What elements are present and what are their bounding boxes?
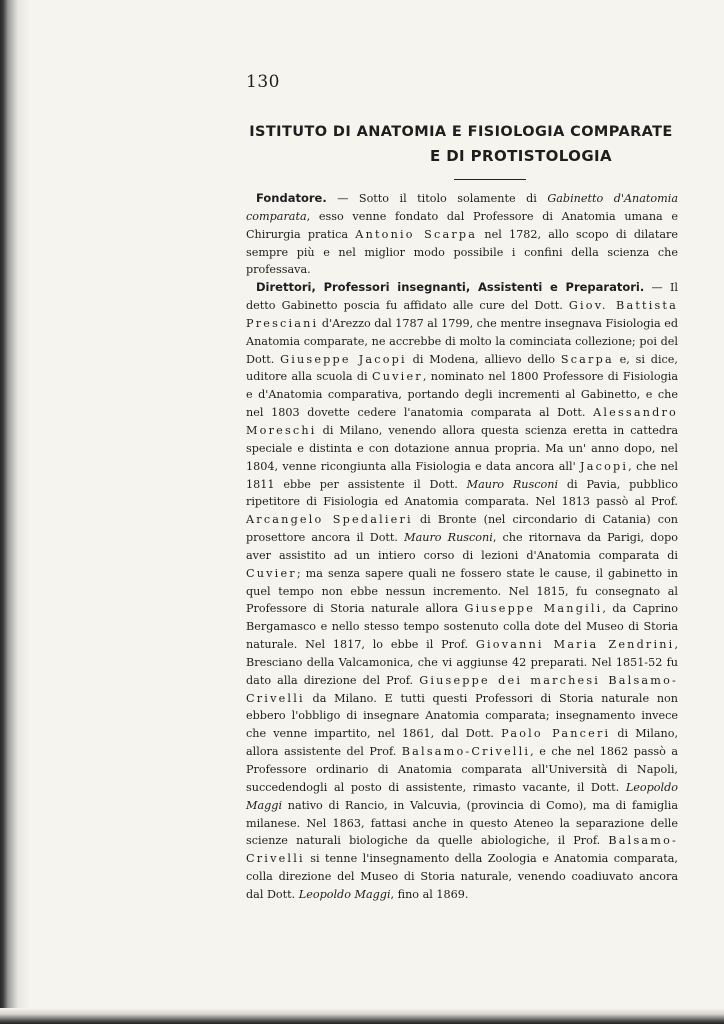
- text-run: si tenne l'insegnamento della Zoologia e Anatomia comparata, colla direzione del Museo di Storia naturale, venendo coadiuvato ancora dal Dott.: [246, 852, 678, 901]
- person-name: Giuseppe Jacopi: [280, 352, 407, 366]
- person-name: Balsamo-Crivelli: [246, 834, 678, 866]
- title-divider: [454, 179, 526, 180]
- italic-text: Mauro Rusconi: [404, 531, 493, 545]
- text-run: di Bronte (nel circondario di Catania) con prosettore ancora il Dott.: [246, 513, 679, 545]
- page-title: [246, 120, 676, 168]
- text-run: e, si dice, uditore alla scuola di: [246, 352, 678, 384]
- page-bottom-edge: [0, 1008, 724, 1024]
- section-heading: Direttori, Professori insegnanti, Assistenti e Preparatori.: [256, 280, 645, 295]
- person-name: Giuseppe Mangili: [464, 602, 603, 616]
- text-run: di Pavia, pubblico ripetitore di Fisiologia ed Anatomia comparata. Nel 1813 passò al Prof.: [246, 477, 678, 509]
- book-binding-edge: [0, 0, 30, 1024]
- title-line-2: E DI PROTISTOLOGIA: [429, 147, 613, 165]
- person-name: Alessandro Moreschi: [246, 406, 678, 437]
- text-run: , e che nel 1862 passò a Professore ordinario di Anatomia comparata all'Università di Napoli, succedendogli al posto di assistente, rimasto vacante, il Dott.: [246, 745, 679, 794]
- section-paragraph: [246, 279, 678, 904]
- person-name: Giov. Battista Presciani: [246, 299, 678, 330]
- person-name: Paolo Panceri: [501, 727, 611, 741]
- person-name: Antonio Scarpa: [355, 227, 478, 241]
- text-run: ; ma senza sapere quali ne fossero state le cause, il gabinetto in quel tempo non ebbe nessun incremento. Nel 1815, fu consegnato al Professore di Storia naturale allora: [246, 566, 678, 616]
- person-name: Cuvier: [371, 370, 423, 384]
- text-run: da Milano. E tutti questi Professori di Storia naturale non ebbero l'obbligo di insegnare Anatomia comparata; insegnamento invece che venne impartito, nel 1861, dal Dott.: [246, 691, 678, 741]
- section-heading: Fondatore.: [256, 191, 327, 205]
- text-run: , Bresciano della Valcamonica, che vi aggiunse 42 preparati. Nel 1851-52 fu dato alla direzione del Prof.: [246, 638, 679, 687]
- text-run: , che ritornava da Parigi, dopo aver assistito ad un intiero corso di lezioni d'Anatomia comparata di: [246, 531, 678, 562]
- person-name: Arcangelo Spedalieri: [246, 513, 413, 527]
- person-name: Scarpa: [560, 352, 614, 366]
- section-paragraph: [246, 190, 678, 279]
- section-body: [246, 281, 678, 901]
- text-run: — Il detto Gabinetto poscia fu affidato alle cure del Dott.: [246, 281, 678, 313]
- text-run: nativo di Rancio, in Valcuvia, (provincia di Como), ma di famiglia milanese. Nel 1863, fattasi anche in questo Ateneo la separazione delle scienze naturali biologiche da quelle abiologiche, il Prof.: [246, 798, 678, 848]
- person-name: Balsamo-Crivelli: [401, 745, 531, 759]
- text-run: d'Arezzo dal 1787 al 1799, che mentre insegnava Fisiologia ed Anatomia comparate, ne accrebbe di molto la cominciata collezione; poi del Dott.: [246, 316, 678, 366]
- text-run: — Sotto il titolo solamente di: [326, 192, 548, 205]
- page-number: 130: [246, 72, 280, 92]
- text-run: di Milano, allora assistente del Prof.: [246, 727, 679, 759]
- text-run: nel 1782, allo scopo di dilatare sempre più e nel miglior modo possibile i confini della scienza che professava.: [246, 227, 678, 277]
- person-name: Jacopi: [580, 459, 629, 473]
- text-run: , da Caprino Bergamasco e nello stesso tempo sostenuto colla dote del Museo di Storia naturale. Nel 1817, lo ebbe il Prof.: [246, 602, 678, 652]
- text-run: , esso venne fondato dal Professore di Anatomia umana e Chirurgia pratica: [246, 209, 678, 241]
- person-name: Giuseppe dei marchesi Balsamo-Crivelli: [246, 673, 678, 705]
- person-name: Cuvier: [246, 566, 297, 580]
- text-run: di Modena, allievo dello: [406, 352, 561, 366]
- italic-text: Leopoldo Maggi: [298, 887, 391, 901]
- italic-text: Gabinetto d'Anatomia comparata: [246, 192, 678, 223]
- body-text: [246, 190, 678, 904]
- title-line-1: ISTITUTO DI ANATOMIA E FISIOLOGIA COMPARATE: [249, 124, 673, 140]
- person-name: Giovanni Maria Zendrini: [475, 638, 675, 652]
- italic-text: Leopoldo Maggi: [246, 780, 678, 812]
- text-run: , nominato nel 1800 Professore di Fisiologia e d'Anatomia comparativa, portando degli incrementi al Gabinetto, e che nel 1803 dovette cedere l'anatomia comparata al Dott.: [246, 370, 678, 420]
- text-run: , fino al 1869.: [390, 887, 469, 901]
- text-run: di Milano, venendo allora questa scienza eretta in cattedra speciale e distinta e con dotazione annua propria. Ma un' anno dopo, nel 1804, venne ricongiunta alla Fisiologia e data ancora all': [246, 423, 678, 473]
- italic-text: Mauro Rusconi: [466, 477, 559, 491]
- text-run: , che nel 1811 ebbe per assistente il Dott.: [246, 459, 678, 491]
